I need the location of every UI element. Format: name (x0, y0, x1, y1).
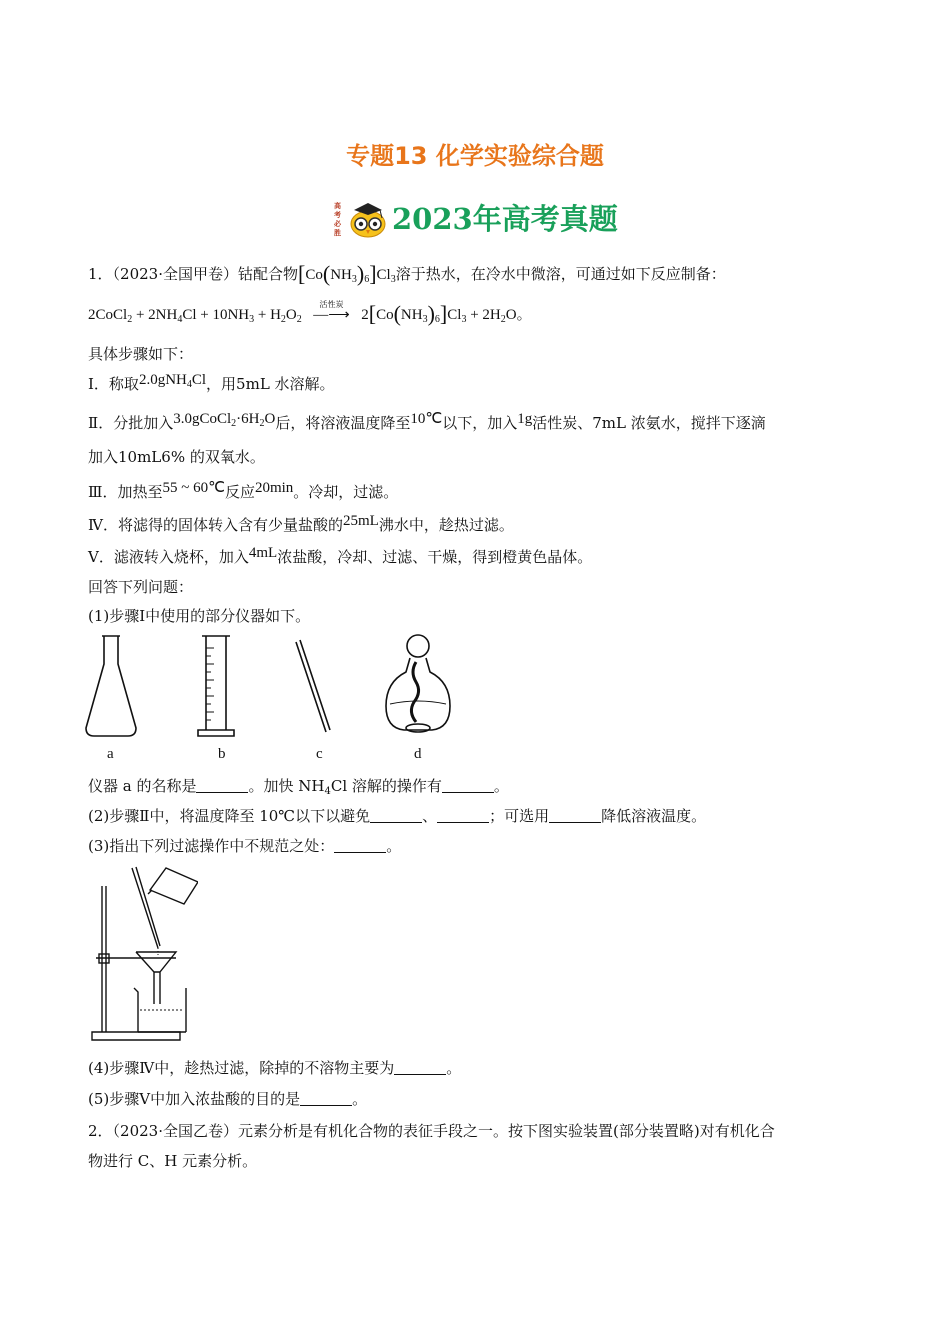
subscript: 2 (259, 418, 265, 429)
subscript: 2 (296, 314, 302, 325)
conical-flask-icon (86, 636, 136, 736)
filtration-figure (88, 864, 198, 1044)
text: Cl 溶解的操作有 (330, 777, 442, 795)
sub-question-5 (88, 1089, 367, 1109)
q2-text-cont: 物进行 C、H 元素分析。 (88, 1152, 258, 1170)
instrument-label: a (107, 746, 114, 762)
logo-char: 胜 (334, 228, 341, 237)
formula: Cl (191, 372, 207, 388)
question-number: 2． (88, 1122, 113, 1140)
text: 溶于热水，在冷水中微溶，可通过如下反应制备： (395, 265, 726, 283)
step-4 (88, 515, 514, 536)
answer-blank[interactable] (334, 838, 386, 853)
formula: O (264, 411, 276, 427)
sub-question-4 (88, 1058, 461, 1078)
text: 。 (446, 1059, 462, 1077)
text: 。加快 NH (248, 777, 325, 795)
formula: 25mL (343, 513, 379, 529)
alcohol-lamp-icon (386, 635, 450, 732)
text: Ⅱ．分批加入 (88, 414, 174, 432)
banner (330, 196, 392, 240)
answer-blank[interactable] (394, 1060, 446, 1075)
text: 。 (493, 777, 509, 795)
text: 。 (386, 837, 402, 855)
instrument-label: b (218, 746, 226, 762)
text: 。冷却，过滤。 (293, 483, 399, 501)
subscript: 2 (231, 418, 237, 429)
subscript: 2 (500, 314, 506, 325)
page-title: 专题13 化学实验综合题 (346, 142, 604, 170)
q2-text (88, 1121, 775, 1141)
banner-title: 2023年高考真题 (392, 202, 618, 236)
formula: 1g (517, 411, 533, 427)
text: Ⅰ．称取 (88, 375, 139, 393)
text: 沸水中，趁热过滤。 (378, 516, 514, 534)
answer-blank[interactable] (370, 808, 422, 823)
subscript: 2 (280, 314, 286, 325)
answer-blank[interactable] (300, 1091, 352, 1106)
reaction-arrow: 活性炭 —⟶ (306, 305, 358, 325)
text: + 2NH (132, 307, 178, 323)
formula: 3.0gCoCl (173, 411, 232, 427)
text: (2)步骤Ⅱ中，将温度降至 10℃以下以避免 (88, 807, 371, 825)
step-1 (88, 374, 335, 400)
text: 。 (516, 307, 532, 323)
logo-char: 高 (334, 201, 341, 210)
text: 降低溶液温度。 (601, 807, 707, 825)
question-number: 1． (88, 265, 113, 283)
funnel-icon (136, 952, 176, 1004)
glass-rod-icon (296, 640, 330, 732)
text: Cl + 10NH (182, 307, 250, 323)
sub-question-1-ask (88, 776, 509, 802)
answer-blank[interactable] (549, 808, 601, 823)
subscript: 4 (186, 379, 192, 390)
question-source: （2023·全国乙卷） (112, 1122, 238, 1140)
formula: 2.0gNH (138, 372, 187, 388)
text: ，用5mL 水溶解。 (206, 375, 335, 393)
text: + 2H (466, 307, 501, 323)
complex-formula: $[Co(NH_3)_6]Cl_3$ (298, 261, 396, 286)
text: 、 (422, 807, 438, 825)
text: 后，将溶液温度降至 (275, 414, 411, 432)
question-source: （2023·全国甲卷） (112, 265, 238, 283)
formula: 10℃ (410, 411, 443, 427)
owl-logo-icon (330, 196, 392, 240)
step-2-cont: 加入10mL6% 的双氧水。 (88, 448, 265, 466)
step-3 (88, 482, 398, 503)
text: (5)步骤Ⅴ中加入浓盐酸的目的是 (88, 1090, 301, 1108)
pouring-beaker-icon (148, 868, 198, 904)
instrument-label: c (316, 746, 323, 762)
text: 浓盐酸，冷却、过滤、干燥，得到橙黄色晶体。 (277, 548, 593, 566)
text: NH (330, 267, 352, 283)
reaction-equation: 2CoCl$_2$ + $2NH_4Cl + 10NH_3 + H_2O_2$ 活性炭 —⟶ $2[Co(NH_3)_6]Cl_3 + 2H_2O$。 (88, 302, 532, 330)
text: 2 (361, 307, 369, 323)
text: (4)步骤Ⅳ中，趁热过滤，除掉的不溶物主要为 (88, 1059, 395, 1077)
formula: 20min (254, 480, 294, 496)
subscript: 3 (461, 314, 467, 325)
answer-blank[interactable] (437, 808, 489, 823)
sub-question-3 (88, 836, 401, 856)
text: O (505, 307, 517, 323)
subscript: 6 (364, 274, 370, 285)
text: Ⅲ．加热至 (88, 483, 163, 501)
text: 以下，加入 (442, 414, 518, 432)
text: Ⅳ．将滤得的固体转入含有少量盐酸的 (88, 516, 343, 534)
text: Cl (376, 267, 391, 283)
text: + H (254, 307, 281, 323)
text: Co (305, 267, 323, 283)
text: 。 (352, 1090, 368, 1108)
q1-intro (88, 262, 726, 290)
formula: 55 ~ 60℃ (162, 480, 225, 496)
text: O (285, 307, 297, 323)
subscript: 4 (177, 314, 183, 325)
text: 元素分析是有机化合物的表征手段之一。按下图实验装置(部分装置略)对有机化合 (238, 1122, 775, 1140)
steps-label: 具体步骤如下： (88, 345, 194, 363)
text: 钴配合物 (238, 265, 299, 283)
logo-char: 必 (334, 219, 341, 228)
formula: ·6H (236, 411, 260, 427)
graduated-cylinder-icon (198, 636, 234, 736)
subscript: 3 (249, 314, 255, 325)
subscript: 3 (351, 274, 357, 285)
text: (3)指出下列过滤操作中不规范之处： (88, 837, 335, 855)
glass-rod-icon (132, 867, 160, 948)
text: Ⅴ．滤液转入烧杯，加入 (88, 548, 249, 566)
text: ；可选用 (489, 807, 550, 825)
step-2 (88, 413, 766, 439)
text: 反应 (224, 483, 255, 501)
catalyst-label: 活性炭 (319, 300, 344, 309)
text: 2CoCl (88, 307, 128, 323)
subscript: 3 (390, 274, 396, 285)
sub-question-1: (1)步骤Ⅰ中使用的部分仪器如下。 (88, 607, 311, 625)
instrument-label: d (414, 746, 422, 762)
answer-label: 回答下列问题： (88, 578, 194, 596)
logo-char: 考 (334, 210, 341, 219)
text: 活性炭、7mL 浓氨水，搅拌下逐滴 (532, 414, 766, 432)
text: 仪器 a 的名称是 (88, 777, 197, 795)
text: Cl (447, 307, 462, 323)
subscript: 4 (324, 786, 331, 797)
sub-question-2 (88, 806, 706, 826)
answer-blank[interactable] (442, 778, 494, 793)
formula: 4mL (248, 545, 278, 561)
subscript: 2 (127, 314, 133, 325)
step-5 (88, 547, 592, 568)
instruments-figure (80, 632, 460, 742)
answer-blank[interactable] (196, 778, 248, 793)
